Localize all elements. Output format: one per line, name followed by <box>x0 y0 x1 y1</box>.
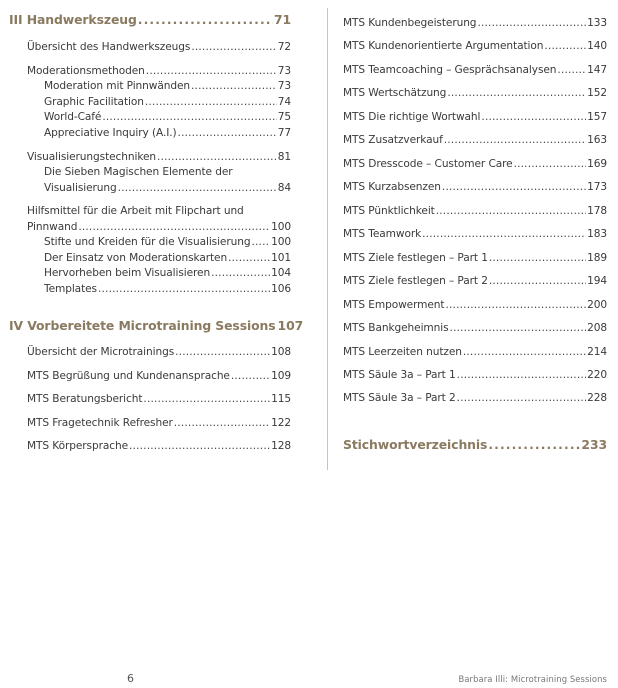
toc-entry[interactable]: MTS Kundenbegeisterung . . . 133 <box>343 16 607 30</box>
toc-entry[interactable]: MTS Begrüßung und Kundenansprache . . . 109 <box>9 369 291 383</box>
toc-entry[interactable]: MTS Kundenorientierte Argumentation . . . 140 <box>343 39 607 53</box>
toc-entry[interactable]: MTS Wertschätzung . . . 152 <box>343 86 607 100</box>
toc-entry[interactable]: MTS Dresscode – Customer Care . . . 169 <box>343 157 607 171</box>
toc-entry[interactable]: Übersicht der Microtrainings . . . 108 <box>9 345 291 359</box>
toc-entry[interactable]: MTS Kurzabsenzen . . . 173 <box>343 180 607 194</box>
toc-entry[interactable]: Moderationsmethoden . . . 73 <box>9 64 291 78</box>
toc-entry[interactable]: MTS Die richtige Wortwahl . . . 157 <box>343 110 607 124</box>
page-number: 6 <box>127 672 134 685</box>
toc-section-heading[interactable]: III Handwerkszeug . . . 71 <box>9 13 291 27</box>
toc-entry[interactable]: MTS Empowerment . . . 200 <box>343 298 607 312</box>
running-footer-title: Barbara Illi: Microtraining Sessions <box>458 674 607 684</box>
toc-entry[interactable]: MTS Beratungsbericht . . . 115 <box>9 392 291 406</box>
toc-subentry[interactable]: Visualisierung . . . 84 <box>9 181 291 195</box>
toc-index-heading[interactable]: Stichwortverzeichnis . . . 233 <box>343 438 607 452</box>
toc-subentry[interactable]: Templates . . . 106 <box>9 282 291 296</box>
toc-subentry[interactable]: Hervorheben beim Visualisieren . . . 104 <box>9 266 291 280</box>
toc-entry[interactable]: MTS Fragetechnik Refresher . . . 122 <box>9 416 291 430</box>
toc-entry[interactable]: MTS Pünktlichkeit . . . 178 <box>343 204 607 218</box>
toc-subentry[interactable]: Stifte und Kreiden für die Visualisierung . . . 100 <box>9 235 291 249</box>
toc-entry[interactable]: MTS Leerzeiten nutzen . . . 214 <box>343 345 607 359</box>
toc-entry-line[interactable]: Hilfsmittel für die Arbeit mit Flipchart und <box>27 205 244 217</box>
toc-entry[interactable]: MTS Säule 3a – Part 1 . . . 220 <box>343 368 607 382</box>
toc-entry[interactable]: Übersicht des Handwerkszeugs . . . 72 <box>9 40 291 54</box>
toc-entry[interactable]: MTS Teamwork . . . 183 <box>343 227 607 241</box>
toc-subentry[interactable]: World-Café . . . 75 <box>9 110 291 124</box>
toc-subentry-line[interactable]: Die Sieben Magischen Elemente der <box>44 166 233 178</box>
toc-entry[interactable]: MTS Teamcoaching – Gesprächsanalysen . . . 147 <box>343 63 607 77</box>
toc-entry[interactable]: MTS Säule 3a – Part 2 . . . 228 <box>343 391 607 405</box>
toc-entry[interactable]: MTS Körpersprache . . . 128 <box>9 439 291 453</box>
toc-subentry[interactable]: Appreciative Inquiry (A.I.) . . . 77 <box>9 126 291 140</box>
toc-subentry[interactable]: Moderation mit Pinnwänden . . . 73 <box>9 79 291 93</box>
toc-entry[interactable]: MTS Ziele festlegen – Part 2 . . . 194 <box>343 274 607 288</box>
column-divider <box>327 8 328 470</box>
toc-subentry[interactable]: Graphic Facilitation . . . 74 <box>9 95 291 109</box>
toc-entry[interactable]: MTS Bankgeheimnis . . . 208 <box>343 321 607 335</box>
toc-entry[interactable]: MTS Ziele festlegen – Part 1 . . . 189 <box>343 251 607 265</box>
toc-entry[interactable]: Pinnwand . . . 100 <box>9 220 291 234</box>
toc-entry[interactable]: Visualisierungstechniken . . . 81 <box>9 150 291 164</box>
toc-subentry[interactable]: Der Einsatz von Moderationskarten . . . 101 <box>9 251 291 265</box>
toc-entry[interactable]: MTS Zusatzverkauf . . . 163 <box>343 133 607 147</box>
toc-section-heading[interactable]: IV Vorbereitete Microtraining Sessions 107 <box>9 318 304 333</box>
